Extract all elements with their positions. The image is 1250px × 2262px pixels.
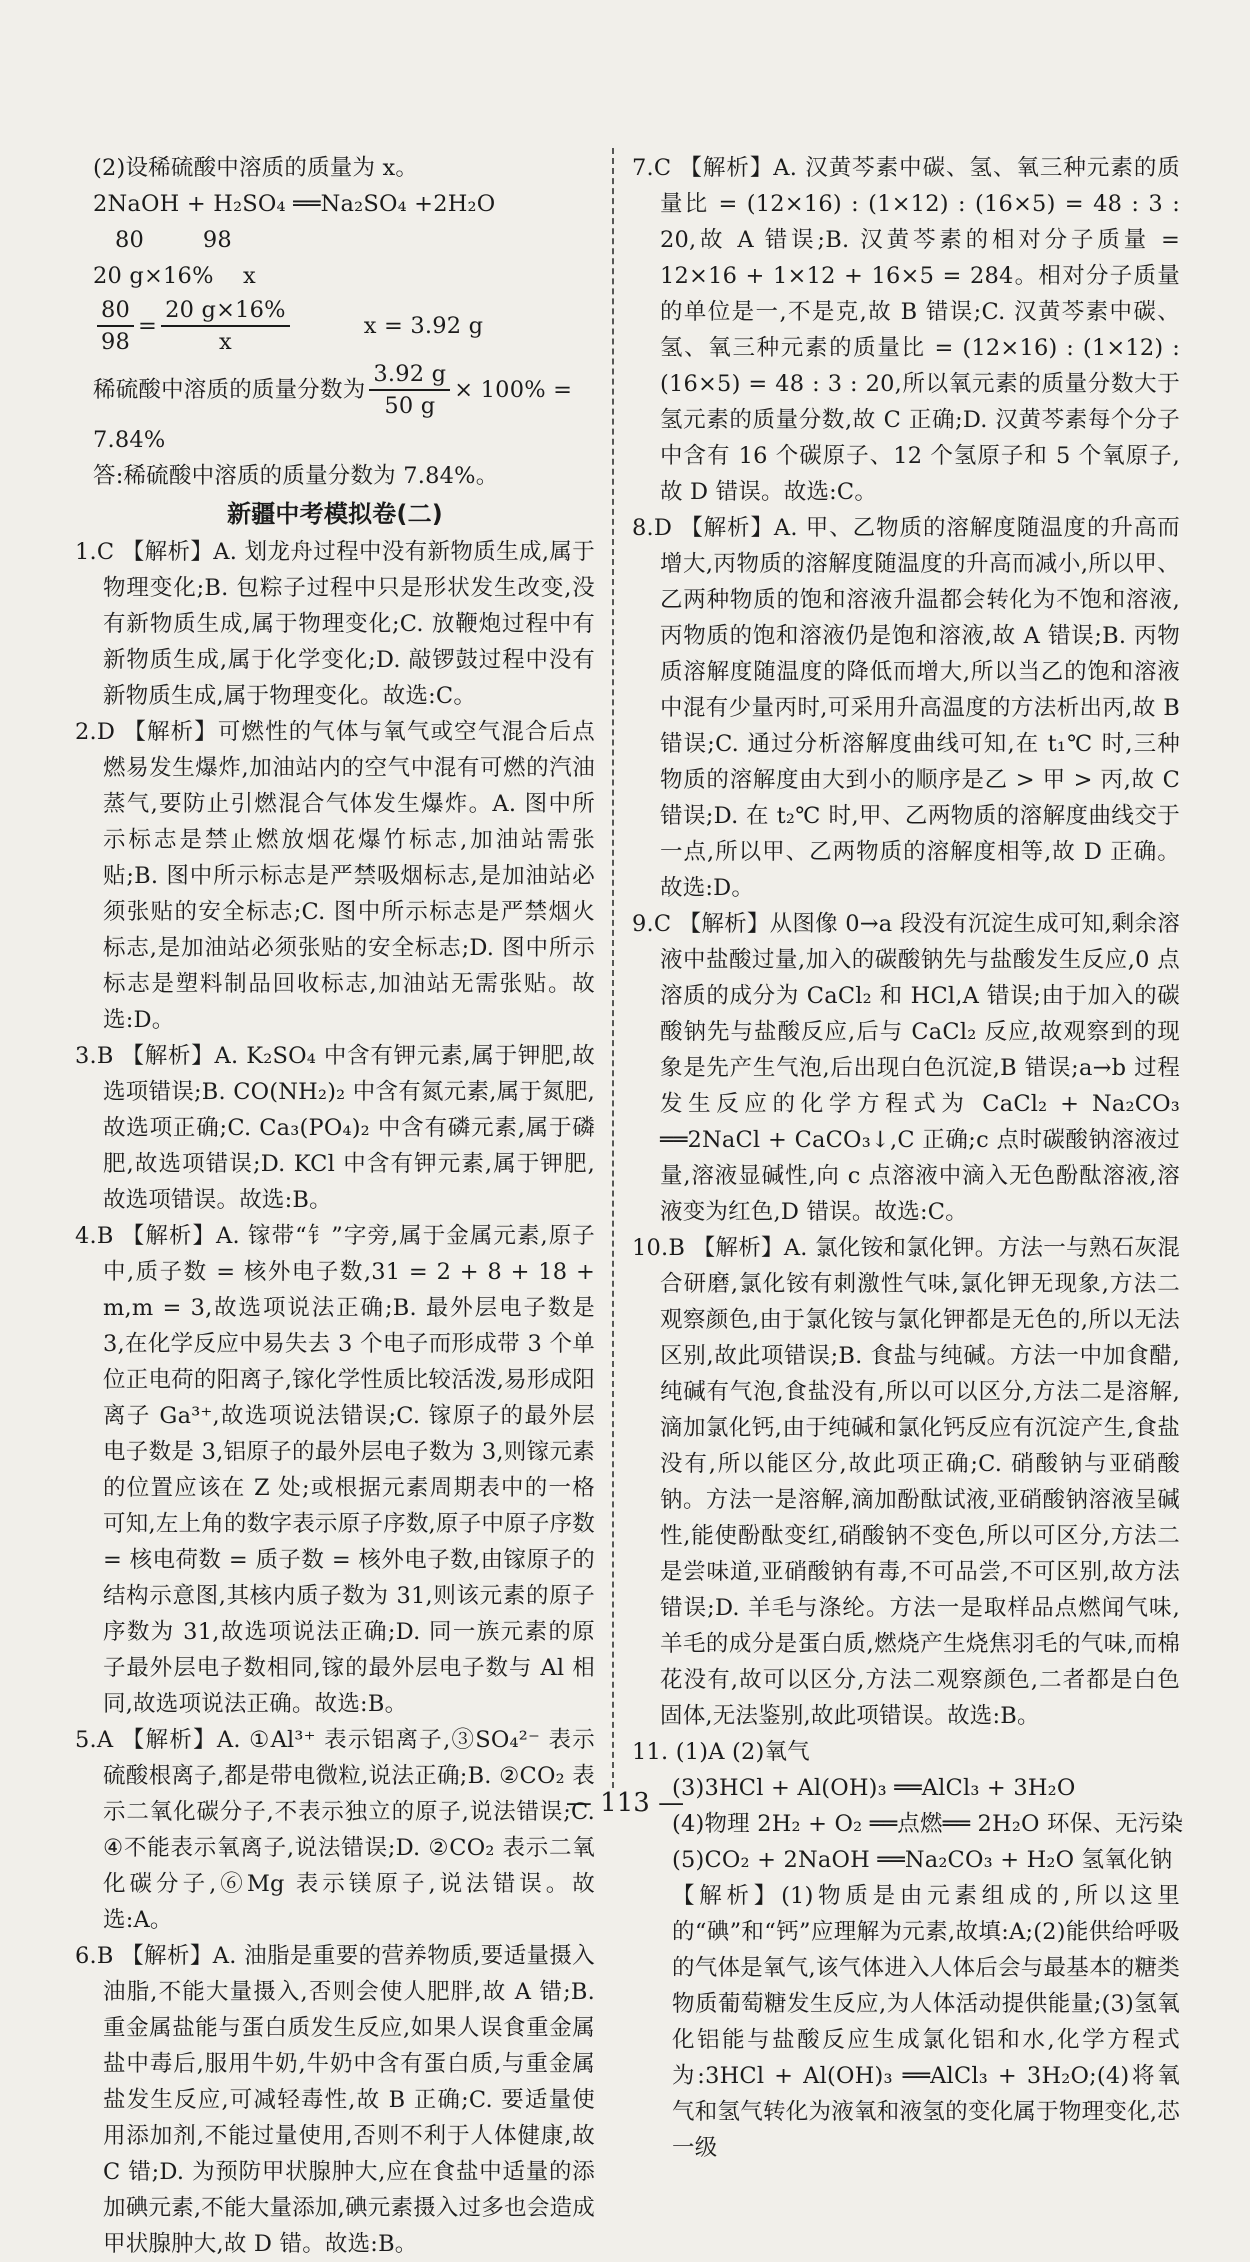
column-divider xyxy=(612,148,614,1788)
equation-line: 20 g×16% x xyxy=(93,263,256,289)
answer-item: 2.D 【解析】可燃性的气体与氧气或空气混合后点燃易发生爆炸,加油站内的空气中混有可燃的汽油蒸气,要防止引燃混合气体发生爆炸。A. 图中所示标志是禁止燃放烟花爆竹标志,加油站需张贴;B. 图中所示标志是严禁吸烟标志,是加油站必须张贴的安全标志;C. 图中所示标志是严禁烟火标志,是加油站必须张贴的安全标志;D. 图中所示标志是塑料制品回收标志,加油站无需张贴。故选:D。 xyxy=(75,719,595,1033)
left-column xyxy=(75,150,595,2262)
right-column xyxy=(632,150,1184,2166)
fraction: $\frac{3.92 g}{50 g}$ xyxy=(369,359,450,421)
answer-item: 5.A 【解析】A. ①Al³⁺ 表示铝离子,③SO₄²⁻ 表示硫酸根离子,都是带电微粒,说法正确;B. ②CO₂ 表示二氧化碳分子,不表示独立的原子,说法错误;C. ④不能表示氧离子,说法错误;D. ②CO₂ 表示二氧化碳分子,⑥Mg 表示镁原子,说法错误。故选:A。 xyxy=(75,1727,595,1933)
answer-item: 10.B 【解析】A. 氯化铵和氯化钾。方法一与熟石灰混合研磨,氯化铵有刺激性气味,氯化钾无现象,方法二观察颜色,由于氯化铵与氯化钾都是无色的,所以无法区别,故此项错误;B. 食盐与纯碱。方法一中加食醋,纯碱有气泡,食盐没有,所以可以区分,方法二是溶解,滴加氯化钙,由于纯碱和氯化钙反应有沉淀产生,食盐没有,所以能区分,故此项正确;C. 硝酸钠与亚硝酸钠。方法一是溶解,滴加酚酞试液,亚硝酸钠溶液呈碱性,能使酚酞变红,硝酸钠不变色,所以可区分,方法二是尝味道,亚硝酸钠有毒,不可品尝,不可区别,故方法错误;D. 羊毛与涤纶。方法一是取样品点燃闻气味,羊毛的成分是蛋白质,燃烧产生烧焦羽毛的气味,而棉花没有,故可以区分,方法二观察颜色,二者都是白色固体,无法鉴别,故此项错误。故选:B。 xyxy=(632,1235,1180,1729)
answer-line: 答:稀硫酸中溶质的质量分数为 7.84%。 xyxy=(93,463,499,489)
page-number: — 113 — xyxy=(565,1788,685,1818)
answer-item: 9.C 【解析】从图像 0→a 段没有沉淀生成可知,剩余溶液中盐酸过量,加入的碳酸钠先与盐酸发生反应,0 点溶质的成分为 CaCl₂ 和 HCl,A 错误;由于加入的碳酸钠先与盐酸反应,后与 CaCl₂ 反应,故观察到的现象是先产生气泡,后出现白色沉淀,B 错误;a→b 过程发生反应的化学方程式为 CaCl₂ + Na₂CO₃ ══2NaCl + CaCO₃↓,C 正确;c 点时碳酸钠溶液过量,溶液显碱性,向 c 点溶液中滴入无色酚酞溶液,溶液变为红色,D 错误。故选:C。 xyxy=(632,911,1180,1225)
answer-item: 4.B 【解析】A. 镓带“钅”字旁,属于金属元素,原子中,质子数 = 核外电子数,31 = 2 + 8 + 18 + m,m = 3,故选项说法正确;B. 最外层电子数是 3,在化学反应中易失去 3 个电子而形成带 3 个单位正电荷的阳离子,镓化学性质比较活泼,易形成阳离子 Ga³⁺,故选项说法错误;C. 镓原子的最外层电子数是 3,铝原子的最外层电子数为 3,则镓元素的位置应该在 Z 处;或根据元素周期表中的一格可知,左上角的数字表示原子序数,原子中原子序数 = 核电荷数 = 质子数 = 核外电子数,由镓原子的结构示意图,其核内质子数为 31,则该元素的原子序数为 31,故选项说法正确;D. 同一族元素的原子最外层电子数相同,镓的最外层电子数与 Al 相同,故选项说法正确。故选:B。 xyxy=(75,1223,595,1717)
answer-item: 8.D 【解析】A. 甲、乙物质的溶解度随温度的升高而增大,丙物质的溶解度随温度的升高而减小,所以甲、乙两种物质的饱和溶液升温都会转化为不饱和溶液,丙物质的饱和溶液仍是饱和溶液,故 A 错误;B. 丙物质溶解度随温度的降低而增大,所以当乙的饱和溶液中混有少量丙时,可采用升高温度的方法析出丙,故 B 错误;C. 通过分析溶解度曲线可知,在 t₁℃ 时,三种物质的溶解度由大到小的顺序是乙 > 甲 > 丙,故 C 错误;D. 在 t₂℃ 时,甲、乙两物质的溶解度曲线交于一点,所以甲、乙两物质的溶解度相等,故 D 正确。故选:D。 xyxy=(632,515,1180,901)
equation-result: x = 3.92 g xyxy=(363,313,484,339)
q11-analysis: 【解析】(1)物质是由元素组成的,所以这里的“碘”和“钙”应理解为元素,故填:A;(2)能供给呼吸的气体是氧气,该气体进入人体后会与最基本的糖类物质葡萄糖发生反应,为人体活动提供能量;(3)氢氧化铝能与盐酸反应生成氯化铝和水,化学方程式为:3HCl + Al(OH)₃ ══AlCl₃ + 3H₂O;(4)将氧气和氢气转化为液氧和液氢的变化属于物理变化,芯一级 xyxy=(672,1883,1180,2161)
equation-line: 2NaOH + H₂SO₄ ══Na₂SO₄ +2H₂O xyxy=(93,191,496,217)
section-title: 新疆中考模拟卷(二) xyxy=(227,500,443,528)
answer-item: 7.C 【解析】A. 汉黄芩素中碳、氢、氧三种元素的质量比 = (12×16) : (1×12) : (16×5) = 48 : 3 : 20,故 A 错误;B. 汉黄芩素的相对分子质量 = 12×16 + 1×12 + 16×5 = 284。相对分子质量的单位是一,不是克,故 B 错误;C. 汉黄芩素中碳、氢、氧三种元素的质量比 = (12×16) : (1×12) : (16×5) = 48 : 3 : 20,所以氧元素的质量分数大于氢元素的质量分数,故 C 正确;D. 汉黄芩素每个分子中含有 16 个碳原子、12 个氢原子和 5 个氧原子,故 D 错误。故选:C。 xyxy=(632,155,1180,505)
fraction: $\frac{80}{98}$ xyxy=(97,295,134,357)
answer-item: 3.B 【解析】A. K₂SO₄ 中含有钾元素,属于钾肥,故选项错误;B. CO(NH₂)₂ 中含有氮元素,属于氮肥,故选项正确;C. Ca₃(PO₄)₂ 中含有磷元素,属于磷肥,故选项错误;D. KCl 中含有钾元素,属于钾肥,故选项错误。故选:B。 xyxy=(75,1043,595,1213)
percentage-result: 7.84% xyxy=(93,427,166,453)
q11-line: (3)3HCl + Al(OH)₃ ══AlCl₃ + 3H₂O xyxy=(672,1775,1076,1801)
q11-line: (5)CO₂ + 2NaOH ══Na₂CO₃ + H₂O 氢氧化钠 xyxy=(672,1847,1173,1873)
q11-line: (4)物理 2H₂ + O₂ ══点燃══ 2H₂O 环保、无污染 xyxy=(672,1811,1184,1837)
percentage-equation: 稀硫酸中溶质的质量分数为 $\frac{3.92 g}{50 g}$ × 100% = xyxy=(93,361,573,419)
q11-line: 11. (1)A (2)氧气 xyxy=(632,1739,810,1765)
solution-line: (2)设稀硫酸中溶质的质量为 x。 xyxy=(93,155,419,181)
proportion-equation: $\frac{80}{98}$ = $\frac{20 g\times 16\%}{x}$ x = 3.92 g xyxy=(75,294,595,358)
answer-item: 6.B 【解析】A. 油脂是重要的营养物质,要适量摄入油脂,不能大量摄入,否则会使人肥胖,故 A 错;B. 重金属盐能与蛋白质发生反应,如果人误食重金属盐中毒后,服用牛奶,牛奶中含有蛋白质,与重金属盐发生反应,可减轻毒性,故 B 正确;C. 要适量使用添加剂,不能过量使用,否则不利于人体健康,故 C 错;D. 为预防甲状腺肿大,应在食盐中适量的添加碘元素,不能大量添加,碘元素摄入过多也会造成甲状腺肿大,故 D 错。故选:B。 xyxy=(75,1943,595,2257)
answer-item: 1.C 【解析】A. 划龙舟过程中没有新物质生成,属于物理变化;B. 包粽子过程中只是形状发生改变,没有新物质生成,属于物理变化;C. 放鞭炮过程中有新物质生成,属于化学变化;D. 敲锣鼓过程中没有新物质生成,属于物理变化。故选:C。 xyxy=(75,539,595,709)
fraction: $\frac{20 g\times 16\%}{x}$ xyxy=(161,295,290,357)
equation-line: 80 98 xyxy=(115,227,232,253)
